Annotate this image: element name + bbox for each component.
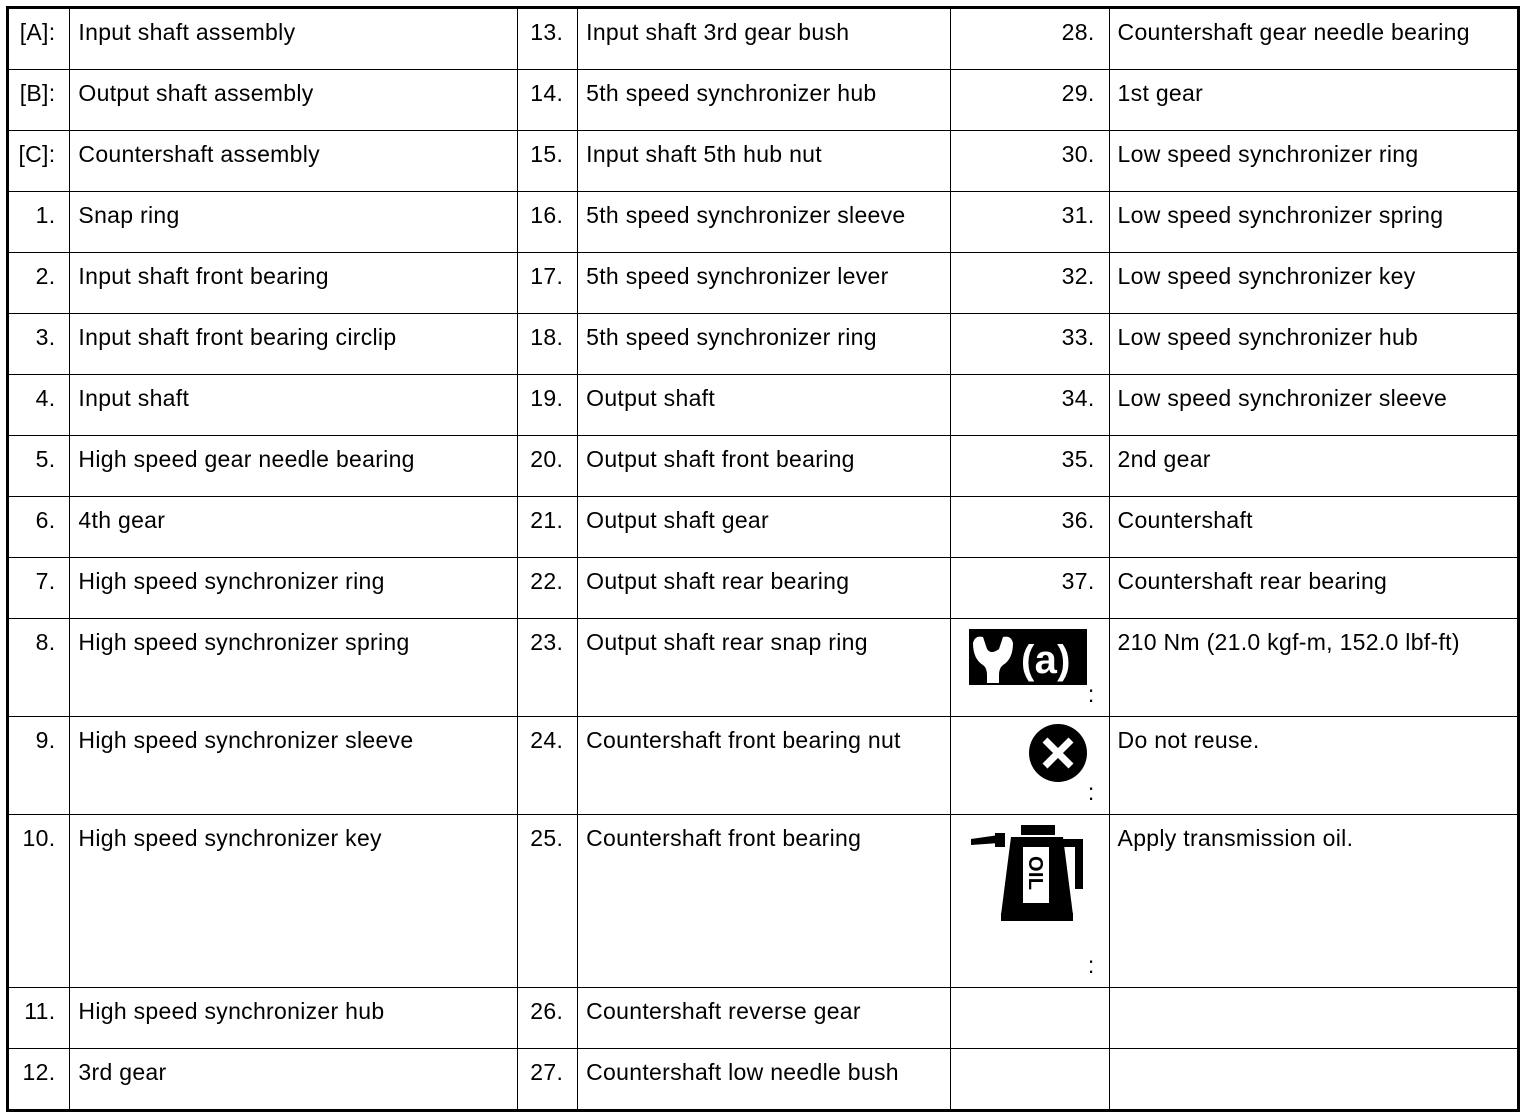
table-row <box>8 70 1519 131</box>
item-label: Countershaft front bearing nut <box>578 717 951 815</box>
empty-cell <box>1109 1049 1518 1111</box>
item-label: 1st gear <box>1109 70 1518 131</box>
item-number: [C]: <box>8 131 70 192</box>
item-label: Countershaft reverse gear <box>578 988 951 1049</box>
item-number: 23. <box>518 619 578 717</box>
item-number: 19. <box>518 375 578 436</box>
item-number: 29. <box>950 70 1109 131</box>
item-number: 14. <box>518 70 578 131</box>
table-row <box>8 375 1519 436</box>
item-number: 27. <box>518 1049 578 1111</box>
item-label: Output shaft gear <box>578 497 951 558</box>
item-number: 4. <box>8 375 70 436</box>
item-label: Low speed synchronizer ring <box>1109 131 1518 192</box>
item-label: 3rd gear <box>70 1049 518 1111</box>
item-number: 25. <box>518 815 578 988</box>
do-not-reuse-icon <box>1028 723 1088 783</box>
item-label: Low speed synchronizer hub <box>1109 314 1518 375</box>
item-label: High speed synchronizer spring <box>70 619 518 717</box>
item-number: 37. <box>950 558 1109 619</box>
item-number: 24. <box>518 717 578 815</box>
no-reuse-symbol-cell <box>950 717 1109 815</box>
item-number: 2. <box>8 253 70 314</box>
torque-glyph: (a) <box>1020 638 1071 682</box>
table-row <box>8 192 1519 253</box>
item-number: [A]: <box>8 8 70 70</box>
item-number: 34. <box>950 375 1109 436</box>
table-row <box>8 253 1519 314</box>
table-row <box>8 619 1519 717</box>
item-number: 15. <box>518 131 578 192</box>
item-label: 5th speed synchronizer sleeve <box>578 192 951 253</box>
item-number: 6. <box>8 497 70 558</box>
item-label: 5th speed synchronizer ring <box>578 314 951 375</box>
item-number: 21. <box>518 497 578 558</box>
item-label: Countershaft gear needle bearing <box>1109 8 1518 70</box>
item-label: 5th speed synchronizer lever <box>578 253 951 314</box>
item-label: Output shaft rear bearing <box>578 558 951 619</box>
item-label: Countershaft assembly <box>70 131 518 192</box>
symbol-colon: : <box>1087 779 1095 805</box>
item-number: 7. <box>8 558 70 619</box>
item-number: 10. <box>8 815 70 988</box>
item-label: High speed synchronizer hub <box>70 988 518 1049</box>
item-label: 4th gear <box>70 497 518 558</box>
item-number: 3. <box>8 314 70 375</box>
table-row <box>8 131 1519 192</box>
item-label: Countershaft front bearing <box>578 815 951 988</box>
parts-legend-table <box>6 6 1520 1112</box>
table-row <box>8 558 1519 619</box>
oil-can-icon <box>971 825 1091 923</box>
item-label: Input shaft 3rd gear bush <box>578 8 951 70</box>
table-row <box>8 314 1519 375</box>
item-number: 12. <box>8 1049 70 1111</box>
item-number: 22. <box>518 558 578 619</box>
item-number: [B]: <box>8 70 70 131</box>
item-label: Snap ring <box>70 192 518 253</box>
empty-cell <box>1109 988 1518 1049</box>
item-label: High speed gear needle bearing <box>70 436 518 497</box>
item-label: Input shaft 5th hub nut <box>578 131 951 192</box>
item-number: 1. <box>8 192 70 253</box>
table-row <box>8 717 1519 815</box>
item-label: Output shaft front bearing <box>578 436 951 497</box>
table-row <box>8 988 1519 1049</box>
item-label: Output shaft <box>578 375 951 436</box>
item-number: 18. <box>518 314 578 375</box>
symbol-colon: : <box>1087 952 1095 978</box>
item-label: Countershaft rear bearing <box>1109 558 1518 619</box>
item-label: 5th speed synchronizer hub <box>578 70 951 131</box>
item-label: Output shaft rear snap ring <box>578 619 951 717</box>
item-label: Input shaft <box>70 375 518 436</box>
item-number: 13. <box>518 8 578 70</box>
item-number: 16. <box>518 192 578 253</box>
table-row <box>8 436 1519 497</box>
item-number: 11. <box>8 988 70 1049</box>
item-label: High speed synchronizer sleeve <box>70 717 518 815</box>
oil-label-text: OIL <box>1023 856 1046 891</box>
item-label: High speed synchronizer key <box>70 815 518 988</box>
item-number: 8. <box>8 619 70 717</box>
item-label: 2nd gear <box>1109 436 1518 497</box>
item-number: 30. <box>950 131 1109 192</box>
item-label: Input shaft front bearing circlip <box>70 314 518 375</box>
item-label: Output shaft assembly <box>70 70 518 131</box>
item-number: 33. <box>950 314 1109 375</box>
item-number: 26. <box>518 988 578 1049</box>
item-label: Input shaft assembly <box>70 8 518 70</box>
item-label: Countershaft <box>1109 497 1518 558</box>
table-row <box>8 8 1519 70</box>
empty-cell <box>950 1049 1109 1111</box>
table-row <box>8 815 1519 988</box>
item-label: Low speed synchronizer key <box>1109 253 1518 314</box>
item-number: 20. <box>518 436 578 497</box>
item-number: 31. <box>950 192 1109 253</box>
oil-symbol-cell <box>950 815 1109 988</box>
item-number: 32. <box>950 253 1109 314</box>
torque-spec: 210 Nm (21.0 kgf-m, 152.0 lbf-ft) <box>1109 619 1518 717</box>
no-reuse-note: Do not reuse. <box>1109 717 1518 815</box>
item-number: 35. <box>950 436 1109 497</box>
item-number: 5. <box>8 436 70 497</box>
torque-wrench-icon <box>969 629 1087 685</box>
torque-symbol-cell <box>950 619 1109 717</box>
item-label: High speed synchronizer ring <box>70 558 518 619</box>
item-label: Low speed synchronizer spring <box>1109 192 1518 253</box>
symbol-colon: : <box>1087 681 1095 707</box>
item-label: Countershaft low needle bush <box>578 1049 951 1111</box>
item-number: 17. <box>518 253 578 314</box>
table-row <box>8 497 1519 558</box>
item-label: Input shaft front bearing <box>70 253 518 314</box>
item-number: 28. <box>950 8 1109 70</box>
table-row <box>8 1049 1519 1111</box>
empty-cell <box>950 988 1109 1049</box>
item-number: 36. <box>950 497 1109 558</box>
oil-note: Apply transmission oil. <box>1109 815 1518 988</box>
item-label: Low speed synchronizer sleeve <box>1109 375 1518 436</box>
item-number: 9. <box>8 717 70 815</box>
